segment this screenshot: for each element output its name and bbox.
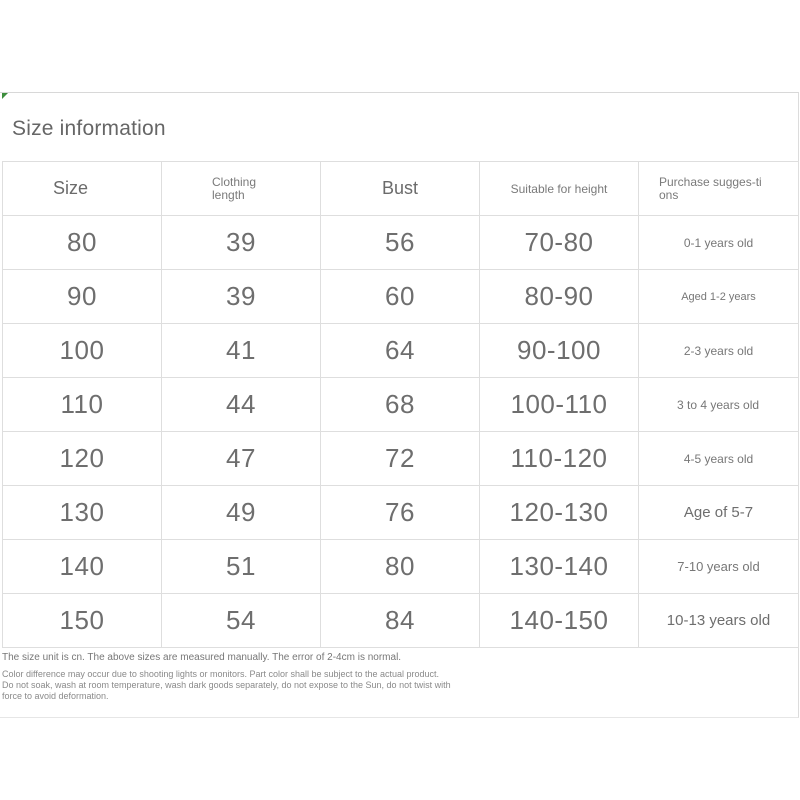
- bust-cell: 56: [321, 216, 480, 270]
- table-row: [3, 540, 799, 594]
- table-header-row: [3, 162, 799, 216]
- bust-cell: 76: [321, 486, 480, 540]
- bust-cell: 84: [321, 594, 480, 648]
- table-row: [3, 216, 799, 270]
- suggestion-cell: Aged 1-2 years: [639, 270, 799, 324]
- header-purchase-label: Purchase sugges-tions: [659, 174, 762, 202]
- length-cell: 39: [162, 270, 321, 324]
- height-cell: 80-90: [480, 270, 639, 324]
- note-line: force to avoid deformation.: [2, 691, 109, 701]
- header-clothing-length: [162, 162, 321, 216]
- table-row: [3, 594, 799, 648]
- height-cell: 140-150: [480, 594, 639, 648]
- note-line: Do not soak, wash at room temperature, wash dark goods separately, do not expose to the Sun, do not twist with: [2, 680, 451, 690]
- table-row: [3, 432, 799, 486]
- size-cell: 100: [3, 324, 162, 378]
- suggestion-cell: 2-3 years old: [639, 324, 799, 378]
- bust-cell: 60: [321, 270, 480, 324]
- height-cell: 100-110: [480, 378, 639, 432]
- length-cell: 41: [162, 324, 321, 378]
- length-cell: 44: [162, 378, 321, 432]
- header-purchase: [639, 162, 799, 216]
- table-row: [3, 378, 799, 432]
- bust-cell: 64: [321, 324, 480, 378]
- size-cell: 80: [3, 216, 162, 270]
- suggestion-cell: 0-1 years old: [639, 216, 799, 270]
- header-clothing-length-label: Clothing length: [212, 174, 257, 202]
- header-size: Size: [3, 162, 162, 216]
- size-table: [2, 161, 799, 648]
- table-row: [3, 270, 799, 324]
- header-bust: Bust: [321, 162, 480, 216]
- size-cell: 110: [3, 378, 162, 432]
- suggestion-cell: [639, 378, 799, 432]
- page-title: Size information: [12, 117, 166, 140]
- suggestion-cell: 7-10 years old: [639, 540, 799, 594]
- bust-cell: 68: [321, 378, 480, 432]
- length-cell: 47: [162, 432, 321, 486]
- suggestion-cell: Age of 5-7: [639, 486, 799, 540]
- height-cell: 90-100: [480, 324, 639, 378]
- height-cell: 70-80: [480, 216, 639, 270]
- size-cell: 90: [3, 270, 162, 324]
- length-cell: 39: [162, 216, 321, 270]
- corner-mark: [2, 93, 8, 99]
- size-info-panel: [0, 92, 799, 718]
- bust-cell: 80: [321, 540, 480, 594]
- note-line: Color difference may occur due to shooting lights or monitors. Part color shall be subject to the actual product.: [2, 669, 440, 679]
- table-row: [3, 324, 799, 378]
- size-cell: 140: [3, 540, 162, 594]
- length-cell: 54: [162, 594, 321, 648]
- size-cell: 150: [3, 594, 162, 648]
- height-cell: 120-130: [480, 486, 639, 540]
- length-cell: 51: [162, 540, 321, 594]
- table-row: [3, 486, 799, 540]
- suggestion-cell: 4-5 years old: [639, 432, 799, 486]
- bust-cell: 72: [321, 432, 480, 486]
- size-cell: 120: [3, 432, 162, 486]
- height-cell: 110-120: [480, 432, 639, 486]
- header-height: Suitable for height: [480, 162, 639, 216]
- suggestion-label: 3 to 4 years old: [677, 397, 760, 412]
- size-cell: 130: [3, 486, 162, 540]
- height-cell: 130-140: [480, 540, 639, 594]
- note-line: The size unit is cn. The above sizes are measured manually. The error of 2-4cm is normal.: [2, 652, 402, 663]
- length-cell: 49: [162, 486, 321, 540]
- suggestion-cell: 10-13 years old: [639, 594, 799, 648]
- notes-block: [2, 652, 562, 702]
